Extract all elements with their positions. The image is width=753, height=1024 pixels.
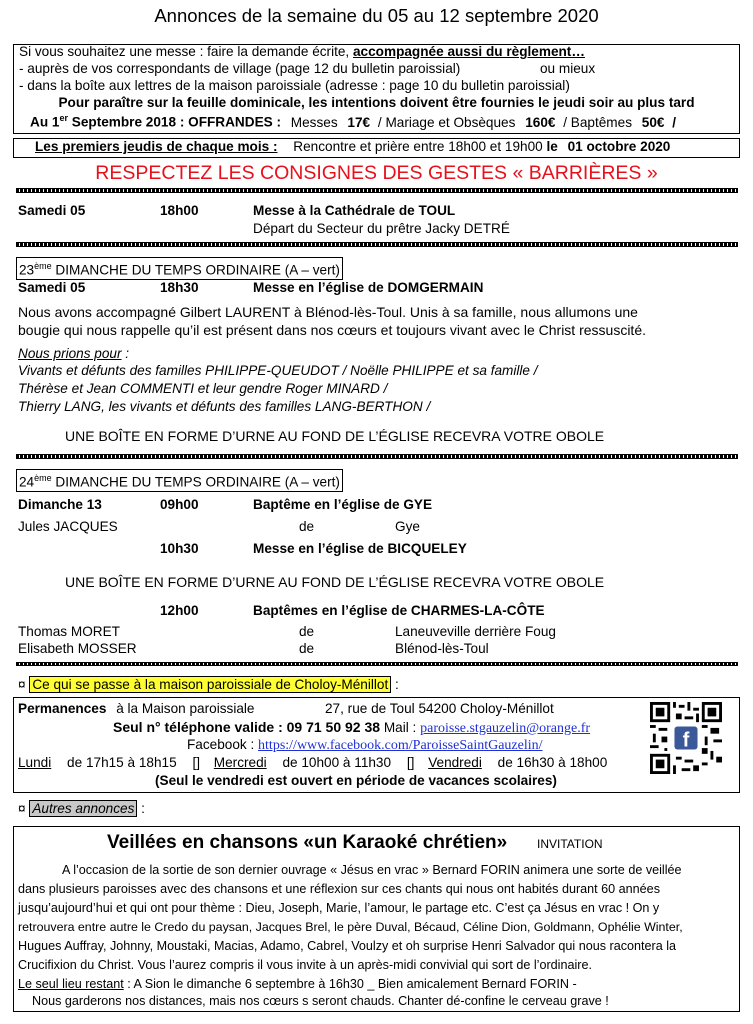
perm-note: (Seul le vendredi est ouvert en période de vacances scolaires)	[155, 773, 557, 788]
offrandes-mariage: / Mariage et Obsèques	[377, 114, 516, 130]
maison-colon: :	[395, 677, 399, 692]
mercredi-hours: de 10h00 à 11h30	[282, 755, 392, 770]
intro-emphasis: accompagnée aussi du règlement…	[353, 44, 585, 59]
autres-colon: :	[141, 801, 145, 816]
intro-line-4: Pour paraître sur la feuille dominicale, les intentions doivent être fournies le jeudi soir au plus tard	[58, 95, 695, 110]
prions-colon: :	[121, 346, 130, 361]
bullet-icon: ¤	[18, 677, 26, 692]
sam1-sub: Départ du Secteur du prêtre Jacky DETRÉ	[253, 221, 510, 236]
perm-address: 27, rue de Toul 54200 Choloy-Ménillot	[325, 701, 554, 716]
bapteme-name-1: Jules JACQUES	[18, 519, 118, 534]
bapteme-place-2: Laneuveville derrière Foug	[395, 624, 556, 639]
autres-label: Autres annonces	[29, 800, 137, 817]
veillees-line-6: Crucifixion du Christ. Vous l’aurez compris il vous invite à un après-midi convivial qui sort de l’ordinaire.	[18, 958, 592, 972]
dim13-time-3: 12h00	[160, 603, 199, 618]
dim13-day: Dimanche 13	[18, 497, 102, 512]
separator-brackets: []	[192, 755, 201, 770]
svg-text:f: f	[682, 729, 690, 752]
perm-mail-label: Mail :	[383, 720, 417, 735]
lundi-label: Lundi	[18, 755, 52, 770]
perm-facebook-label: Facebook :	[187, 737, 255, 752]
intro-text: Si vous souhaitez une messe : faire la demande écrite,	[19, 44, 350, 59]
perm-line-4	[18, 755, 607, 770]
dim24-sup: ème	[34, 473, 52, 483]
sam2-para-2: bougie qui nous rappelle qu’il est présent dans nos cœurs et toujours vivant avec le Christ ressuscité.	[18, 322, 646, 338]
dim24-num: 24	[19, 474, 35, 490]
veillees-line-1: A l’occasion de la sortie de son dernier ouvrage « Jésus en vrac » Bernard FORIN animera une sorte de veillée	[62, 863, 682, 877]
intro-line-2: - auprès de vos correspondants de village (page 12 du bulletin paroissial)	[19, 61, 461, 76]
qr-code-icon	[650, 702, 722, 774]
sam2-event: Messe en l’église de DOMGERMAIN	[253, 280, 484, 295]
jeudis-label: Les premiers jeudis de chaque mois :	[35, 139, 278, 154]
separator	[16, 188, 738, 193]
veillees-title-line	[107, 832, 603, 854]
jeudis-text: Rencontre et prière entre 18h00 et 19h00	[293, 139, 543, 154]
dim23-sup: ème	[34, 261, 52, 271]
dim24-heading	[16, 469, 343, 492]
veillees-line-5: Hugues Auffray, Johnny, Moustaki, Macias, Adamo, Cabrel, Voulzy et oh surprise Henri Salvador qui nous racontera la	[18, 939, 677, 953]
offrandes-line	[30, 113, 676, 130]
bapteme-name-2: Thomas MORET	[18, 624, 120, 639]
mail-link[interactable]: paroisse.stgauzelin@orange.fr	[420, 721, 591, 736]
maison-heading	[18, 677, 399, 692]
separator	[16, 242, 738, 247]
offrandes-label: Septembre 2018 : OFFRANDES :	[71, 114, 282, 130]
prions-line-1: Vivants et défunts des familles PHILIPPE-QUEUDOT / Noëlle PHILIPPE et sa famille /	[18, 363, 538, 378]
veillees-line-7	[18, 977, 577, 991]
dim13-time-2: 10h30	[160, 541, 199, 556]
sam1-day: Samedi 05	[18, 203, 86, 218]
dim13-event-1: Baptême en l’église de GYE	[253, 497, 433, 512]
bapteme-de-2: de	[299, 624, 315, 639]
perm-line-2	[113, 719, 590, 737]
perm-telephone: Seul n° téléphone valide : 09 71 50 92 38	[113, 719, 381, 735]
veillees-invitation: INVITATION	[537, 837, 603, 851]
jeudis-date: 01 octobre 2020	[567, 139, 671, 154]
sam1-time: 18h00	[160, 203, 199, 218]
veillees-title: Veillées en chansons «un Karaoké chrétien»	[107, 832, 508, 853]
prions-label: Nous prions pour	[18, 346, 122, 361]
offrandes-bapteme-price: 50€	[641, 114, 665, 130]
bapteme-de-1: de	[299, 519, 315, 534]
lundi-hours: de 17h15 à 18h15	[67, 755, 177, 770]
offrandes-end: /	[672, 114, 677, 130]
mercredi-label: Mercredi	[213, 755, 267, 770]
dim23-heading	[16, 257, 343, 280]
seul-lieu-text: : A Sion le dimanche 6 septembre à 16h30 _ Bien amicalement Bernard FORIN -	[123, 977, 577, 991]
bapteme-place-3: Blénod-lès-Toul	[395, 641, 489, 656]
dim23-rest: DIMANCHE DU TEMPS ORDINAIRE (A – vert)	[51, 262, 340, 278]
page-title: Annonces de la semaine du 05 au 12 septembre 2020	[154, 5, 599, 26]
vendredi-hours: de 16h30 à 18h00	[497, 755, 608, 770]
prions-line-3: Thierry LANG, les vivants et défunts des familles LANG-BERTHON /	[18, 399, 431, 414]
bapteme-name-3: Elisabeth MOSSER	[18, 641, 137, 656]
perm-lieu: à la Maison paroissiale	[116, 701, 255, 716]
offrandes-au: Au 1	[30, 114, 60, 130]
jeudis-le: le	[546, 139, 558, 154]
intro-line-3: - dans la boîte aux lettres de la maison paroissiale (adresse : page 10 du bulletin paroissial)	[19, 78, 570, 93]
autres-heading	[18, 801, 145, 816]
veillees-line-4: retrouvera entre autre le Credo du paysan, Jacques Brel, le père Duval, Bécaud, Céline Dion, Goldmann, Ophélie Winter,	[18, 920, 683, 934]
jeudis-line	[35, 139, 670, 154]
dim23-num: 23	[19, 262, 35, 278]
prions-line-2: Thérèse et Jean COMMENTI et leur gendre Roger MINARD /	[18, 381, 388, 396]
veillees-line-3: jusqu’aujourd’hui et qui ont pour thème : Dieu, Joseph, Marie, l’amour, le partage etc. C’est ça Jésus en vrac ! On y	[18, 901, 660, 915]
offrandes-messes: Messes	[290, 114, 338, 130]
separator-brackets: []	[406, 755, 415, 770]
perm-line-3	[187, 737, 543, 754]
maison-label: Ce qui se passe à la maison paroissiale de Choloy-Ménillot	[29, 676, 391, 693]
sam2-time: 18h30	[160, 280, 199, 295]
veillees-line-2: dans plusieurs paroisses avec des chansons et une réflexion sur ces chants qui nous ont habités durant 60 années	[18, 882, 660, 896]
dim13-event-3: Baptêmes en l’église de CHARMES-LA-CÔTE	[253, 603, 545, 618]
vendredi-label: Vendredi	[428, 755, 482, 770]
bullet-icon: ¤	[18, 801, 26, 816]
perm-line-1	[18, 701, 254, 716]
urne-notice-2: UNE BOÎTE EN FORME D’URNE AU FOND DE L’ÉGLISE RECEVRA VOTRE OBOLE	[65, 574, 605, 590]
separator	[16, 662, 738, 666]
dim24-rest: DIMANCHE DU TEMPS ORDINAIRE (A – vert)	[51, 474, 340, 490]
dim13-time-1: 09h00	[160, 497, 199, 512]
offrandes-bapteme: / Baptêmes	[563, 114, 632, 130]
intro-line-1	[19, 44, 585, 59]
sam1-event: Messe à la Cathédrale de TOUL	[253, 203, 456, 218]
facebook-link[interactable]: https://www.facebook.com/ParoisseSaintGauzelin/	[258, 738, 543, 753]
prions-heading	[18, 346, 129, 361]
sam2-para-1: Nous avons accompagné Gilbert LAURENT à Blénod-lès-Toul. Unis à sa famille, nous allumons une	[18, 304, 638, 320]
offrandes-sup: er	[59, 113, 68, 123]
dim13-event-2: Messe en l’église de BICQUELEY	[253, 541, 467, 556]
perm-title: Permanences	[18, 701, 107, 716]
bapteme-place-1: Gye	[395, 519, 420, 534]
separator	[16, 454, 738, 459]
consignes-heading: RESPECTEZ LES CONSIGNES DES GESTES « BARRIÈRES »	[95, 162, 658, 184]
offrandes-messes-price: 17€	[347, 114, 371, 130]
veillees-line-8: Nous garderons nos distances, mais nos cœurs s seront chauds. Chanter dé-confine le cerveau grave !	[32, 994, 609, 1008]
sam2-day: Samedi 05	[18, 280, 86, 295]
offrandes-mariage-price: 160€	[525, 114, 556, 130]
seul-lieu-label: Le seul lieu restant	[18, 977, 124, 991]
bapteme-de-3: de	[299, 641, 315, 656]
urne-notice: UNE BOÎTE EN FORME D’URNE AU FOND DE L’ÉGLISE RECEVRA VOTRE OBOLE	[65, 428, 605, 444]
intro-line-2-suffix: ou mieux	[540, 61, 596, 76]
